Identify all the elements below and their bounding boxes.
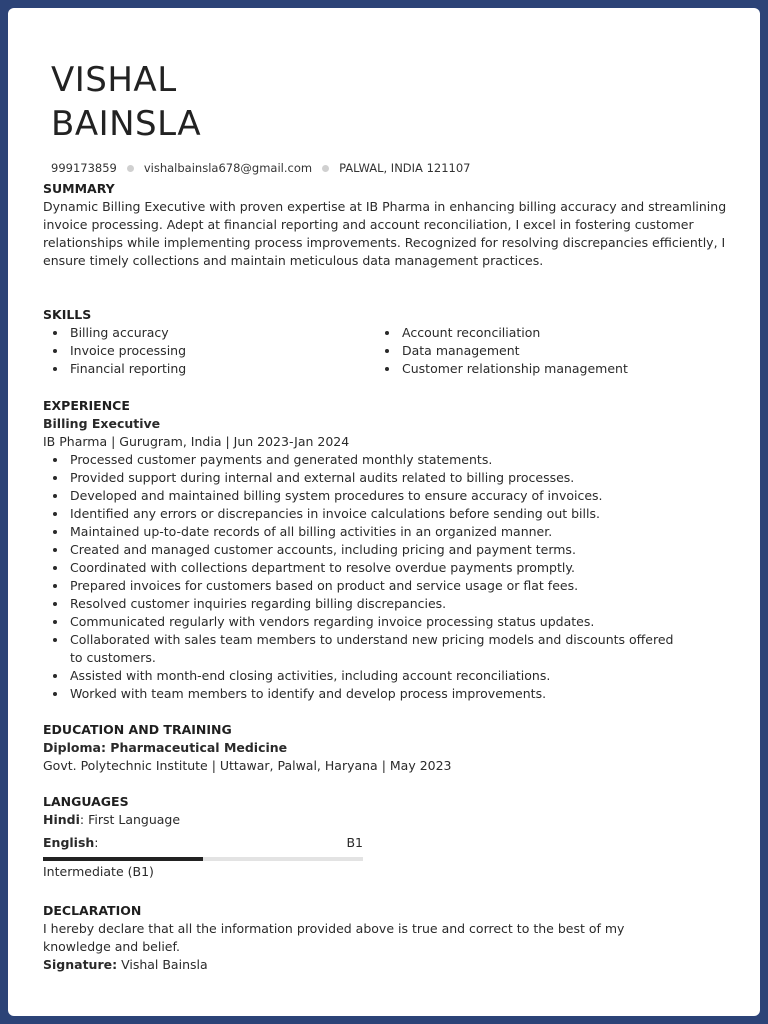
language-second-row <box>43 834 363 852</box>
language-native-level: First Language <box>84 812 181 827</box>
experience-bullet: Developed and maintained billing system procedures to ensure accuracy of invoices. <box>43 487 683 505</box>
language-second-sep: : <box>94 835 99 850</box>
experience-bullet: Worked with team members to identify and develop process improvements. <box>43 685 683 703</box>
experience-bullet: Prepared invoices for customers based on product and service usage or flat fees. <box>43 577 683 595</box>
job-title: Billing Executive <box>43 416 161 431</box>
signature-line <box>43 956 728 974</box>
skills-left-list <box>43 324 375 378</box>
language-second-name: English <box>43 835 95 850</box>
experience-bullet: Processed customer payments and generated monthly statements. <box>43 451 683 469</box>
degree: Diploma: Pharmaceutical Medicine <box>43 740 288 755</box>
experience-bullet: Assisted with month-end closing activities, including account reconciliations. <box>43 667 683 685</box>
email: vishalbainsla678@gmail.com <box>143 161 313 175</box>
experience-section <box>43 397 728 703</box>
summary-title: SUMMARY <box>43 181 115 196</box>
phone: 999173859 <box>51 161 117 175</box>
experience-bullet: Identified any errors or discrepancies in invoice calculations before sending out bills. <box>43 505 683 523</box>
location: PALWAL, INDIA 121107 <box>339 161 471 175</box>
skill-item: Customer relationship management <box>375 360 707 378</box>
skill-item: Billing accuracy <box>43 324 375 342</box>
languages-title: LANGUAGES <box>43 794 129 809</box>
language-second-code: B1 <box>346 835 363 850</box>
experience-bullets <box>43 451 683 703</box>
skills-grid <box>43 324 728 378</box>
signature-name: Vishal Bainsla <box>117 957 208 972</box>
experience-title: EXPERIENCE <box>43 398 130 413</box>
summary-text: Dynamic Billing Executive with proven expertise at IB Pharma in enhancing billing accuracy and streamlining invoice processing. Adept at financial reporting and account reconciliation, I excel in fostering customer relationships while implementing process improvements. Recognized for resolving discrepancies efficiently, I ensure timely collections and maintain meticulous data management practices. <box>43 199 727 268</box>
experience-bullet: Created and managed customer accounts, including pricing and payment terms. <box>43 541 683 559</box>
language-proficiency-bar <box>43 857 363 861</box>
separator-dot-icon <box>127 165 134 172</box>
declaration-text: I hereby declare that all the information provided above is true and correct to the best of my knowledge and belief. <box>43 921 625 954</box>
contact-line <box>51 160 720 176</box>
language-native-name: Hindi <box>43 812 80 827</box>
education-section <box>43 721 728 775</box>
language-proficiency-fill <box>43 857 203 861</box>
languages-section <box>43 793 728 881</box>
skill-item: Invoice processing <box>43 342 375 360</box>
skill-item: Account reconciliation <box>375 324 707 342</box>
skills-right-list <box>375 324 707 378</box>
job-meta: IB Pharma | Gurugram, India | Jun 2023-Jan 2024 <box>43 434 350 449</box>
experience-bullet: Collaborated with sales team members to understand new pricing models and discounts offered to customers. <box>43 631 683 667</box>
skills-title: SKILLS <box>43 307 92 322</box>
declaration-section <box>43 902 728 974</box>
education-meta: Govt. Polytechnic Institute | Uttawar, Palwal, Haryana | May 2023 <box>43 758 452 773</box>
language-native-sep: : <box>79 812 85 827</box>
separator-dot-icon <box>322 165 329 172</box>
skill-item: Financial reporting <box>43 360 375 378</box>
skill-item: Data management <box>375 342 707 360</box>
skills-section <box>43 306 728 378</box>
last-name: BAINSLA <box>51 104 202 144</box>
experience-bullet: Resolved customer inquiries regarding billing discrepancies. <box>43 595 683 613</box>
signature-label: Signature: <box>43 957 118 972</box>
declaration-title: DECLARATION <box>43 903 142 918</box>
education-title: EDUCATION AND TRAINING <box>43 722 232 737</box>
summary-section <box>43 180 728 270</box>
experience-bullet: Coordinated with collections department to resolve overdue payments promptly. <box>43 559 683 577</box>
candidate-name <box>51 58 720 146</box>
experience-bullet: Maintained up-to-date records of all billing activities in an organized manner. <box>43 523 683 541</box>
experience-bullet: Communicated regularly with vendors regarding invoice processing status updates. <box>43 613 683 631</box>
language-second-level: Intermediate (B1) <box>43 864 154 879</box>
language-native <box>43 811 728 829</box>
experience-bullet: Provided support during internal and external audits related to billing processes. <box>43 469 683 487</box>
first-name: VISHAL <box>51 60 177 100</box>
